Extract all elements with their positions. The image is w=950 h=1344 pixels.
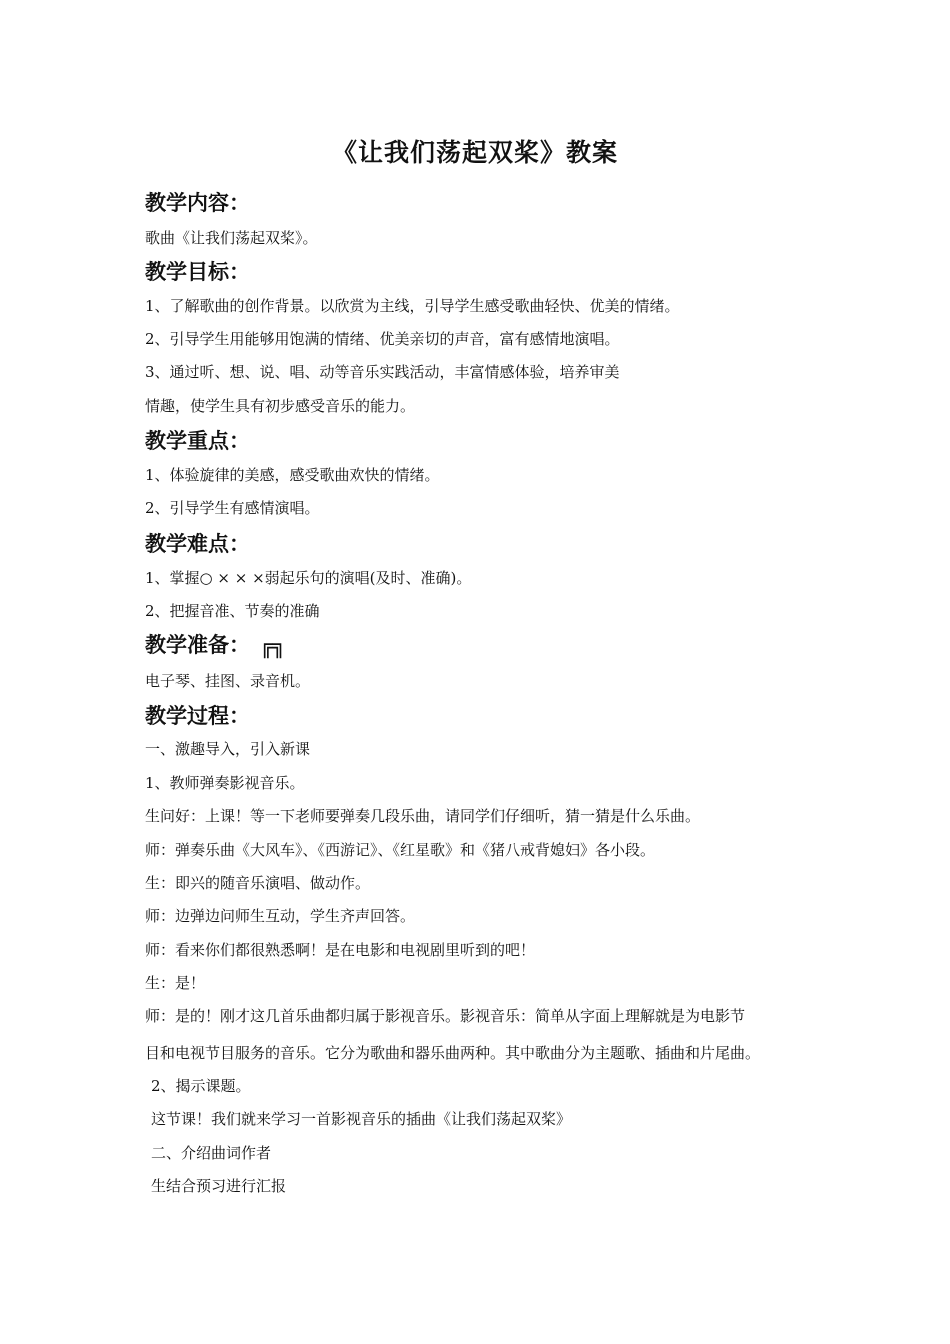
process-line-6: 师：边弹边问师生互动，学生齐声回答。 <box>145 907 416 925</box>
process-line-2: 1、教师弹奏影视音乐。 <box>145 774 305 792</box>
preparation-heading-text: 教学准备： <box>145 633 250 657</box>
process-line-11: 2、揭示课题。 <box>151 1077 251 1095</box>
process-line-9: 师：是的！刚才这几首乐曲都归属于影视音乐。影视音乐：简单从字面上理解就是为电影节 <box>145 1007 746 1025</box>
bracket-mark-icon: ╔╗ <box>260 634 286 658</box>
section-heading-preparation <box>145 629 285 659</box>
goals-line-3: 3、通过听、想、说、唱、动等音乐实践活动，丰富情感体验，培养审美 <box>145 363 620 381</box>
section-heading-key-points: 教学重点： <box>145 429 250 453</box>
goals-line-2: 2、引导学生用能够用饱满的情绪、优美亲切的声音，富有感情地演唱。 <box>145 330 620 348</box>
goals-line-4: 情趣，使学生具有初步感受音乐的能力。 <box>145 397 416 415</box>
document-title: 《让我们荡起双桨》教案 <box>331 138 618 167</box>
content-line-1: 歌曲《让我们荡起双桨》。 <box>145 229 318 247</box>
difficulties-line-2: 2、把握音准、节奏的准确 <box>145 602 320 620</box>
section-heading-content: 教学内容： <box>145 191 250 215</box>
process-line-4: 师：弹奏乐曲《大风车》、《西游记》、《红星歌》和《猪八戒背媳妇》各小段。 <box>145 841 656 859</box>
section-heading-process: 教学过程： <box>145 704 250 728</box>
process-line-12: 这节课！我们就来学习一首影视音乐的插曲《让我们荡起双桨》 <box>151 1110 572 1128</box>
process-line-3: 生问好：上课！等一下老师要弹奏几段乐曲，请同学们仔细听，猜一猜是什么乐曲。 <box>145 807 701 825</box>
process-line-13: 二、介绍曲词作者 <box>151 1144 272 1162</box>
key-points-line-2: 2、引导学生有感情演唱。 <box>145 499 320 517</box>
key-points-line-1: 1、体验旋律的美感，感受歌曲欢快的情绪。 <box>145 466 440 484</box>
process-line-10: 目和电视节目服务的音乐。它分为歌曲和器乐曲两种。其中歌曲分为主题歌、插曲和片尾曲。 <box>145 1044 761 1062</box>
process-line-8: 生：是！ <box>145 974 206 992</box>
goals-line-1: 1、了解歌曲的创作背景。以欣赏为主线，引导学生感受歌曲轻快、优美的情绪。 <box>145 297 680 315</box>
section-heading-difficulties: 教学难点： <box>145 532 250 556</box>
section-heading-goals: 教学目标： <box>145 260 250 284</box>
process-line-1: 一、激趣导入，引入新课 <box>145 740 311 758</box>
difficulties-line-1: 1、掌握○ × × ×弱起乐句的演唱(及时、准确)。 <box>145 569 472 587</box>
preparation-line-1: 电子琴、挂图、录音机。 <box>145 672 311 690</box>
process-line-5: 生：即兴的随音乐演唱、做动作。 <box>145 874 371 892</box>
process-line-14: 生结合预习进行汇报 <box>151 1177 287 1195</box>
process-line-7: 师：看来你们都很熟悉啊！是在电影和电视剧里听到的吧！ <box>145 941 536 959</box>
